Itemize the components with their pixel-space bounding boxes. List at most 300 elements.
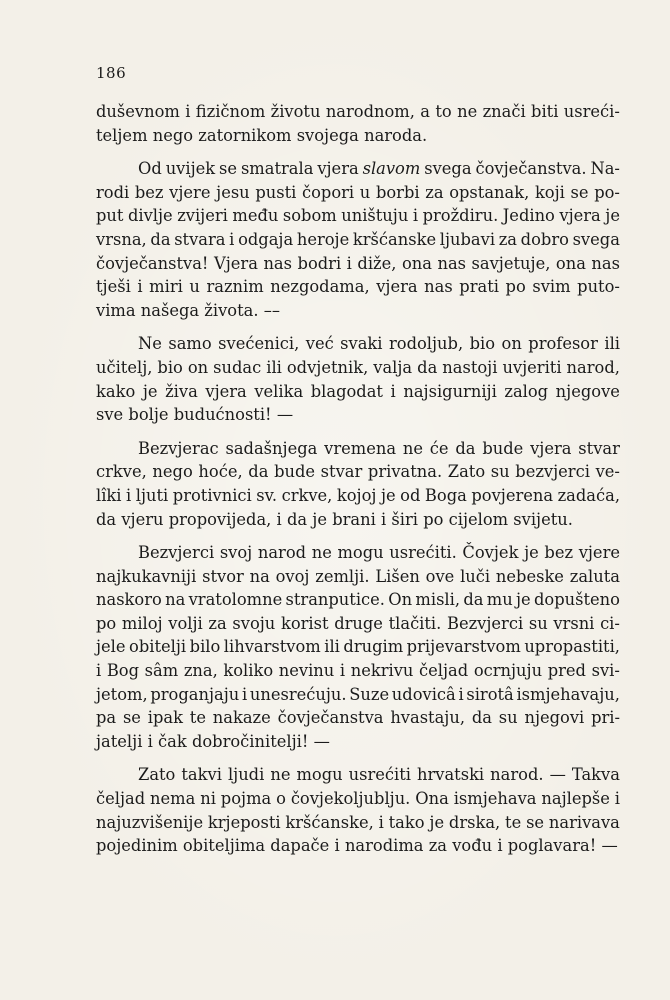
word: jele (96, 637, 126, 657)
word: odvjetnik, (286, 357, 369, 377)
word: ona (401, 253, 432, 273)
word: stvar (320, 462, 363, 482)
word: čopori (302, 182, 355, 202)
word: nezgodama, (270, 277, 370, 297)
word: to (435, 102, 452, 121)
word: narod. (490, 765, 544, 785)
word: vima (96, 300, 136, 320)
word: Čovjek (462, 543, 519, 563)
word: čeljad (419, 661, 469, 681)
word: nas (591, 253, 620, 273)
word: koji (534, 182, 565, 202)
word: — (601, 836, 618, 856)
word: već (305, 334, 334, 354)
text-line (96, 228, 620, 252)
word: vjera (559, 206, 601, 226)
word: su (528, 613, 548, 633)
word: narodnom, (325, 102, 415, 121)
word: narod (257, 543, 307, 563)
word: ci- (600, 613, 620, 633)
word: samo (168, 334, 212, 354)
word: se (570, 182, 589, 202)
word: i (126, 485, 132, 505)
text-line (96, 252, 620, 276)
word: bio (469, 334, 496, 354)
word: da (471, 708, 492, 728)
word: dobro (520, 229, 569, 249)
word: je (605, 206, 620, 226)
word: blagodat (310, 381, 383, 401)
word: propovijeda, (168, 509, 272, 529)
word: ismjehava (453, 789, 537, 809)
word: miri (149, 277, 183, 297)
word: da (417, 357, 438, 377)
text-line (96, 659, 620, 683)
word: njegovi (524, 708, 585, 728)
word: puto- (577, 277, 620, 297)
word: opstanak, (449, 182, 530, 202)
word: rodoljub, (388, 334, 464, 354)
page-number: 186 (96, 64, 127, 82)
word: svoju (232, 613, 276, 633)
word: po (505, 277, 526, 297)
word: je (429, 812, 445, 832)
word: znači (482, 102, 526, 121)
word: ili (324, 637, 340, 657)
word: brani (332, 509, 376, 529)
word: Zato (447, 462, 486, 482)
word: Bezvjerac (138, 438, 219, 458)
word: zna, (183, 661, 218, 681)
word: pred (547, 661, 586, 681)
word: mogu (337, 543, 384, 563)
word: učitelj, (96, 357, 153, 377)
word: crkve, (281, 485, 333, 505)
word: ne (402, 438, 423, 458)
word: heroje (296, 229, 350, 249)
word: čovjekoljublju. (290, 789, 411, 809)
word: mogu (296, 765, 343, 785)
word: vjere (169, 182, 211, 202)
word: hrvatski (417, 765, 485, 785)
text-line (96, 763, 620, 787)
word: tlačiti. (388, 613, 442, 633)
word: sobom (282, 206, 337, 226)
word: pojedinim (96, 836, 178, 856)
word: pojma (220, 789, 272, 809)
word: biti (531, 102, 559, 121)
word: da (286, 509, 308, 529)
word: privatna. (367, 462, 443, 482)
word: sudac (213, 357, 262, 377)
word: pa (96, 708, 117, 728)
word: a (420, 102, 430, 121)
word: u (359, 182, 371, 202)
word: zatornikom (198, 125, 292, 145)
word: jesu (216, 182, 250, 202)
word: bolje (128, 405, 169, 425)
word: tješi (96, 277, 131, 297)
word: svi- (591, 661, 620, 681)
word: sâm (144, 661, 179, 681)
word: vjera (376, 277, 418, 297)
word: i (346, 253, 352, 273)
word: borbi (375, 182, 420, 202)
word: za (498, 229, 517, 249)
word: put (96, 206, 124, 226)
word: upropastiti, (524, 637, 620, 657)
text-line (96, 275, 620, 299)
text-line (96, 460, 620, 484)
word: ipak (147, 708, 183, 728)
word: kako (96, 381, 136, 401)
word: drska, (448, 812, 501, 832)
word: ne (457, 102, 478, 121)
word: svijetu. (513, 509, 573, 529)
word: i (458, 684, 464, 704)
word: života. (204, 300, 259, 320)
word: nas (437, 253, 467, 273)
word: čak (158, 731, 187, 751)
word: –– (263, 300, 280, 320)
word: Od (138, 159, 162, 179)
text-line (96, 157, 620, 181)
word: povjerena (471, 485, 554, 505)
word: kršćanske (352, 229, 437, 249)
word: savjetuje, (471, 253, 551, 273)
word: čovječanstva (277, 708, 384, 728)
word: i (497, 836, 503, 856)
word: on (187, 357, 209, 377)
word: sadašnjega (225, 438, 318, 458)
text-line (96, 181, 620, 205)
paragraph (96, 332, 620, 426)
word: crkve, (96, 462, 147, 482)
word: kršćanske, (285, 812, 374, 832)
word: najkukavniji (96, 566, 197, 586)
word: kojoj (336, 485, 377, 505)
word: i (185, 102, 191, 121)
paragraph (96, 437, 620, 531)
word: slavom (362, 159, 421, 179)
word: među (232, 206, 279, 226)
word: usrećiti (348, 765, 411, 785)
word: uvjeriti (502, 357, 562, 377)
word: usreći- (563, 102, 620, 121)
word: ili (266, 357, 282, 377)
word: lîki (96, 485, 122, 505)
word: Vjera (213, 253, 258, 273)
word: najlepše (541, 789, 610, 809)
word: nakaze (212, 708, 271, 728)
word: protivnici (172, 485, 252, 505)
word: njegove (555, 381, 620, 401)
word: narivava (548, 812, 620, 832)
word: za (428, 836, 447, 856)
word: nego (152, 462, 193, 482)
word: bio (157, 357, 183, 377)
word: i (276, 509, 282, 529)
word: stvara (174, 229, 226, 249)
word: i (334, 836, 340, 856)
word: budućnosti! (173, 405, 272, 425)
word: nema (150, 789, 196, 809)
word: da (455, 438, 476, 458)
text-line (96, 332, 620, 356)
word: ovoj (275, 566, 310, 586)
word: obitelji (129, 637, 187, 657)
text-line (96, 787, 620, 811)
word: vjeru (121, 509, 164, 529)
word: dobročinitelji! (191, 731, 309, 751)
word: stranputice. (285, 590, 385, 610)
word: poglavara! (507, 836, 597, 856)
word: od (400, 485, 421, 505)
word: zalog (504, 381, 549, 401)
word: proganjaju (150, 684, 240, 704)
word: na (249, 566, 270, 586)
word: i (381, 509, 387, 529)
word: profesor (528, 334, 598, 354)
word: najuzvišenije (96, 812, 204, 832)
word: bilo (189, 637, 221, 657)
text-line (96, 100, 620, 124)
word: vrsna, (96, 229, 147, 249)
text-line (96, 356, 620, 380)
word: po (96, 613, 117, 633)
word: vratolomne (188, 590, 283, 610)
word: zemlji. (315, 566, 370, 586)
word: koliko (223, 661, 274, 681)
word: duševnom (96, 102, 180, 121)
word: čovječanstva! (96, 253, 209, 273)
word: korist (280, 613, 329, 633)
word: dopušteno (533, 590, 620, 610)
word: Lišen (375, 566, 420, 586)
word: da (463, 590, 484, 610)
text-line (96, 730, 620, 754)
word: o (276, 789, 286, 809)
text-line (96, 124, 620, 148)
word: bodri (297, 253, 342, 273)
word: nas (424, 277, 453, 297)
word: da (248, 462, 269, 482)
word: svojega (296, 125, 359, 145)
text-line (96, 484, 620, 508)
word: volji (168, 613, 203, 633)
word: nas (263, 253, 292, 273)
word: uvijek (165, 159, 216, 179)
word: hoće, (198, 462, 243, 482)
word: na (165, 590, 186, 610)
word: valja (373, 357, 413, 377)
word: ni (200, 789, 216, 809)
word: ove (425, 566, 455, 586)
word: te (505, 812, 522, 832)
word: živa (165, 381, 198, 401)
word: — (313, 731, 330, 751)
word: ismjehavaju, (516, 684, 620, 704)
word: je (312, 509, 327, 529)
word: se (219, 159, 238, 179)
word: za (425, 182, 444, 202)
word: smatrala (240, 159, 314, 179)
word: ne (311, 543, 332, 563)
word: prijevarstvom (406, 637, 521, 657)
word: Bog (106, 661, 140, 681)
word: uništuju (341, 206, 409, 226)
word: Jedino (502, 206, 555, 226)
word: Suze (349, 684, 390, 704)
word: vjere (578, 543, 620, 563)
word: — (276, 405, 294, 425)
word: Ona (415, 789, 449, 809)
word: unesrećuju. (249, 684, 347, 704)
word: sve (96, 405, 124, 425)
paragraph (96, 157, 620, 322)
word: nevinu (278, 661, 335, 681)
word: proždiru. (422, 206, 499, 226)
word: svaki (340, 334, 383, 354)
word: lihvarstvom (223, 637, 321, 657)
text-line (96, 706, 620, 730)
text-line (96, 541, 620, 565)
word: bezvjerci (515, 462, 590, 482)
word: bez (134, 182, 164, 202)
word: pri- (591, 708, 620, 728)
word: je (524, 543, 539, 563)
paragraph (96, 763, 620, 857)
text-line (96, 635, 620, 659)
word: drugim (343, 637, 404, 657)
word: on (501, 334, 522, 354)
word: pusti (255, 182, 297, 202)
word: stvar (578, 438, 620, 458)
word: čovječanstva. (475, 159, 587, 179)
word: ona (555, 253, 586, 273)
word: naskoro (96, 590, 162, 610)
word: ve- (595, 462, 620, 482)
word: obiteljima (182, 836, 266, 856)
word: te (189, 708, 206, 728)
word: se (122, 708, 141, 728)
word: narod, (566, 357, 620, 377)
body-text (96, 100, 620, 858)
word: svim (532, 277, 571, 297)
word: diže, (357, 253, 397, 273)
text-line (96, 811, 620, 835)
word: u (189, 277, 200, 297)
word: i (614, 789, 620, 809)
word: Ne (138, 334, 162, 354)
word: hvastaju, (390, 708, 466, 728)
paragraph (96, 541, 620, 753)
word: sv. (256, 485, 278, 505)
word: vremena (324, 438, 397, 458)
text-line (96, 403, 620, 427)
word: i (378, 812, 384, 832)
word: za (208, 613, 227, 633)
word: našega (140, 300, 200, 320)
word: zaluta (569, 566, 620, 586)
word: po- (594, 182, 620, 202)
word: i (229, 229, 235, 249)
word: svoj (219, 543, 253, 563)
word: miloj (121, 613, 163, 633)
word: stvor (202, 566, 244, 586)
word: velika (254, 381, 304, 401)
word: mu (486, 590, 513, 610)
text-line (96, 834, 620, 858)
word: ne (270, 765, 291, 785)
word: krjeposti (207, 812, 281, 832)
word: svega (424, 159, 472, 179)
word: teljem (96, 125, 148, 145)
word: takvi (181, 765, 222, 785)
word: udovicâ (391, 684, 456, 704)
text-line (96, 380, 620, 404)
word: da (150, 229, 171, 249)
word: vjera (317, 159, 359, 179)
word: Boga (424, 485, 467, 505)
word: bude (482, 438, 524, 458)
text-line (96, 683, 620, 707)
word: rodi (96, 182, 130, 202)
word: zadaća, (557, 485, 620, 505)
word: po (423, 509, 444, 529)
word: prati (459, 277, 499, 297)
word: širi (391, 509, 418, 529)
word: i (241, 684, 248, 704)
word: i (390, 381, 396, 401)
word: su (490, 462, 510, 482)
text-line (96, 437, 620, 461)
text-line (96, 565, 620, 589)
text-line (96, 588, 620, 612)
word: ljudi (227, 765, 265, 785)
word: i (339, 661, 346, 681)
word: naroda. (364, 125, 428, 145)
word: Takva (571, 765, 620, 785)
word: Zato (138, 765, 176, 785)
word: svega (572, 229, 620, 249)
word: odgaja (238, 229, 294, 249)
word: se (526, 812, 545, 832)
word: je (515, 590, 531, 610)
word: cijelom (448, 509, 509, 529)
word: nego (152, 125, 194, 145)
word: vjera (530, 438, 572, 458)
word: su (498, 708, 518, 728)
word: i (96, 661, 102, 681)
word: je (380, 485, 396, 505)
word: bez (544, 543, 574, 563)
text-line (96, 299, 620, 323)
word: vrsni (553, 613, 595, 633)
word: nebeske (495, 566, 564, 586)
word: bude (274, 462, 316, 482)
word: luči (460, 566, 491, 586)
word: narodima (344, 836, 424, 856)
word: čeljad (96, 789, 146, 809)
word: vjera (205, 381, 247, 401)
word: sirotâ (466, 684, 514, 704)
word: ocrnjuju (473, 661, 543, 681)
word: fizičnom (195, 102, 266, 121)
word: jatelji (96, 731, 143, 751)
word: vođu (452, 836, 493, 856)
paragraph (96, 100, 620, 147)
